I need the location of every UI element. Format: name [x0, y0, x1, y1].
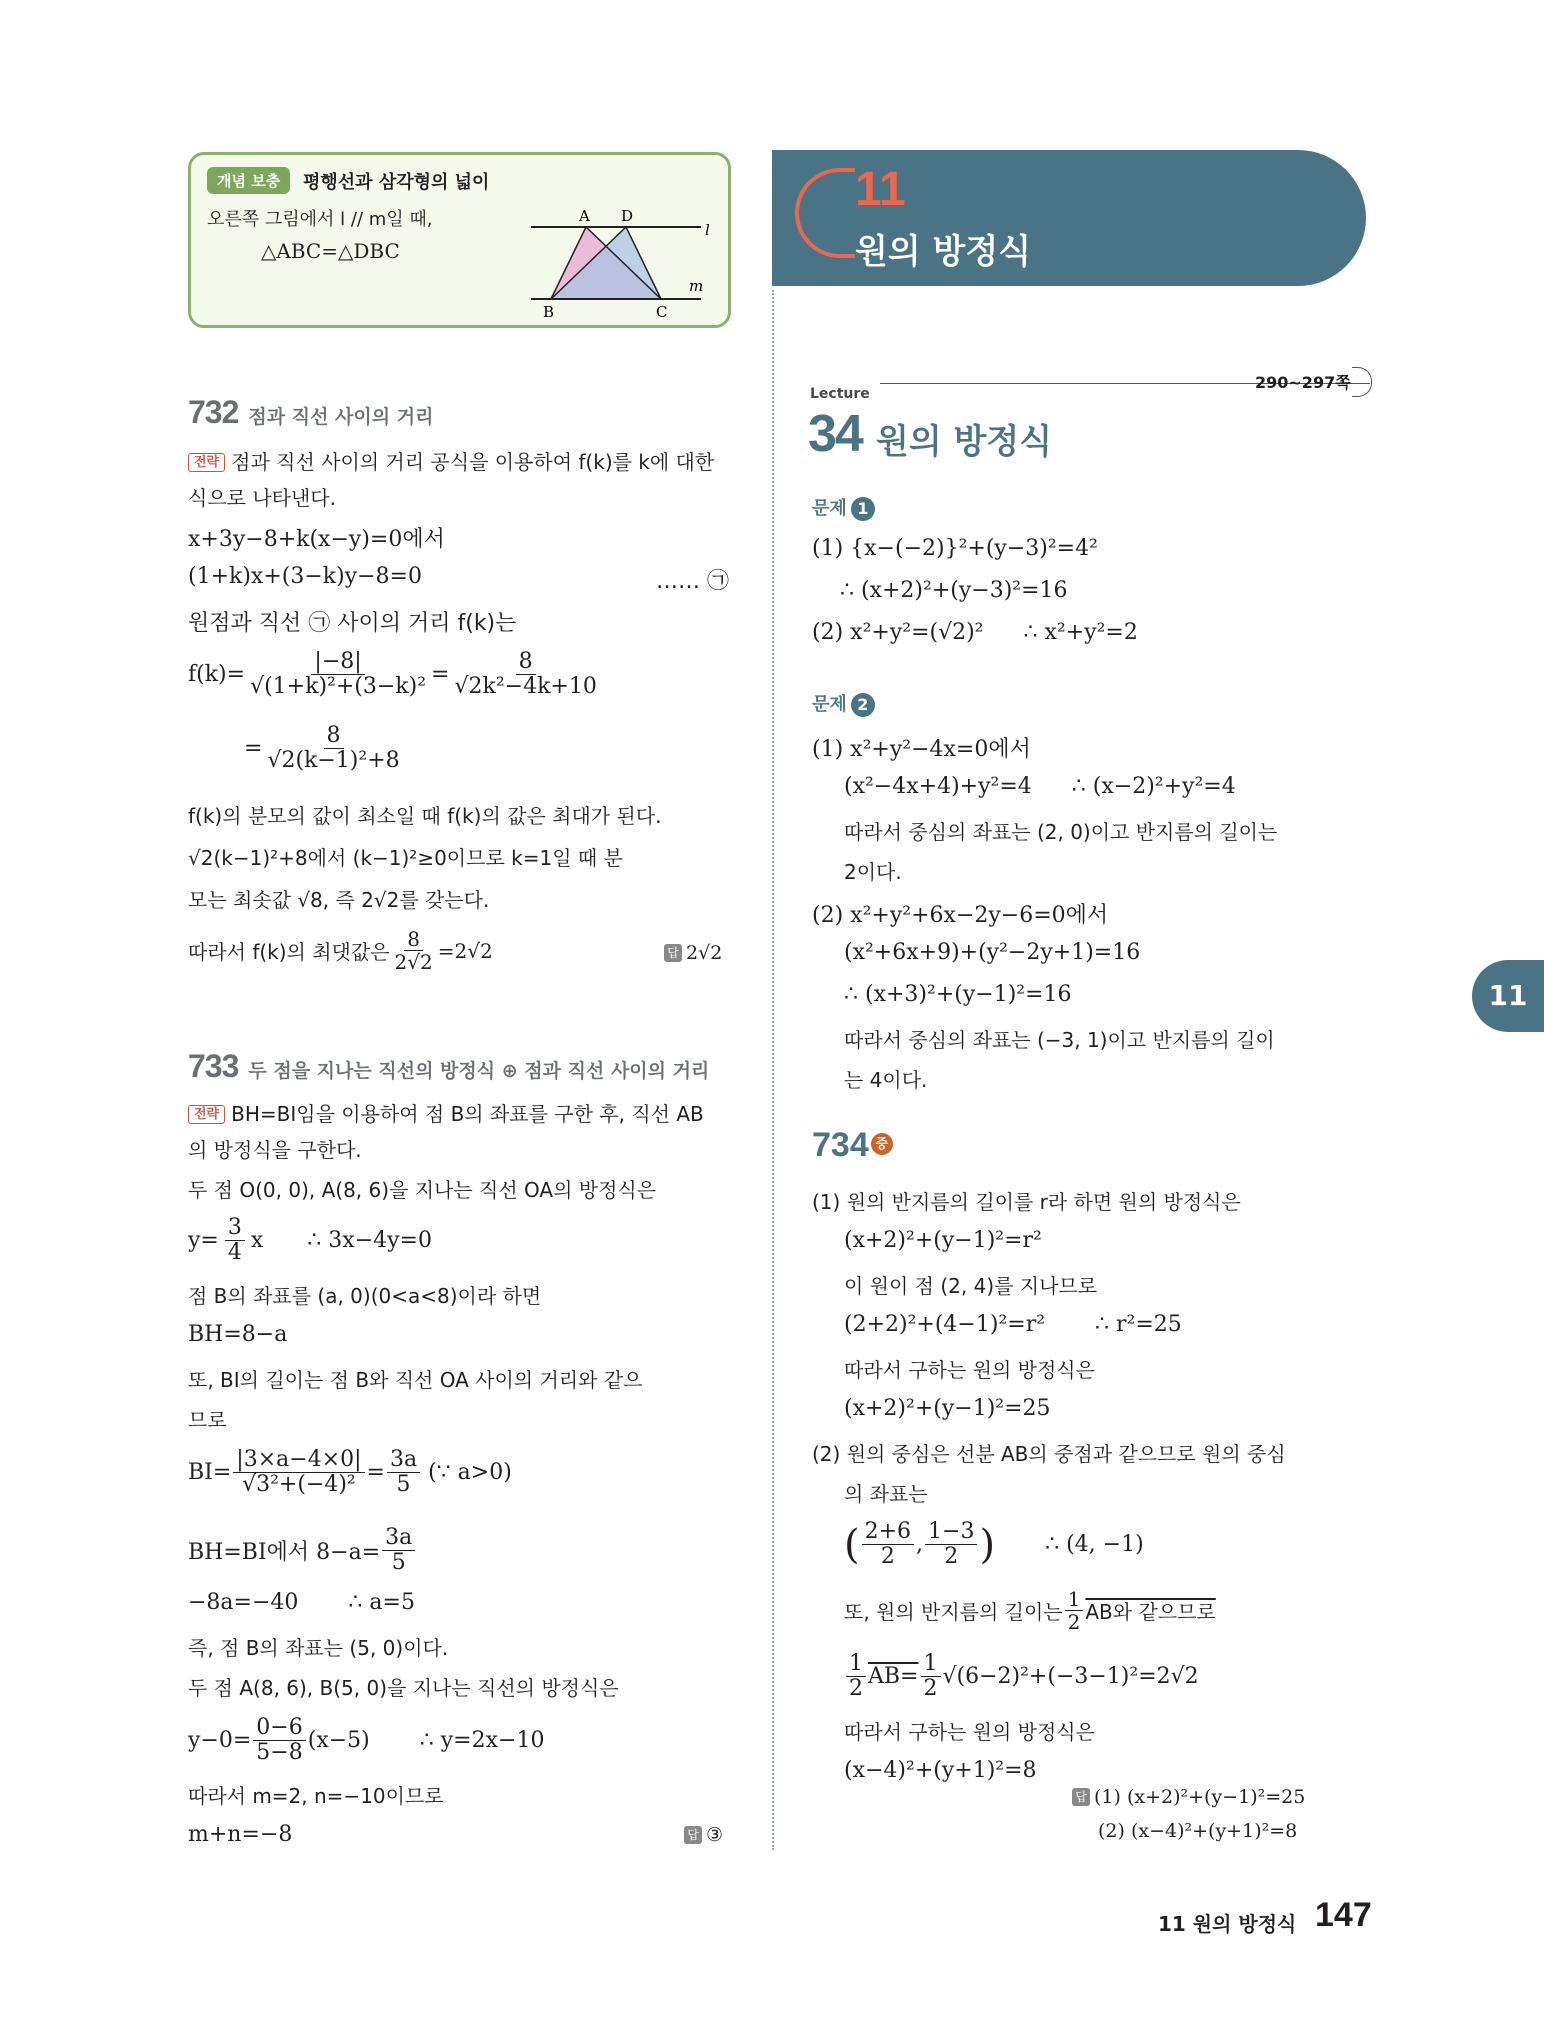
problem-title: 두 점을 지나는 직선의 방정식 ⊕ 점과 직선 사이의 거리: [248, 1060, 710, 1082]
math-line: (2) x²+y²+6x−2y−6=0에서: [812, 903, 1109, 928]
text-line: 의 좌표는: [844, 1482, 928, 1506]
answer: 답 (1) (x+2)²+(y−1)²=25: [1072, 1786, 1305, 1808]
fraction: $\frac{1}{2}$: [921, 1652, 941, 1701]
math-line: (2) x²+y²=(√2)² ∴ x²+y²=2: [812, 620, 1138, 645]
question-number-badge: 2: [851, 693, 875, 717]
answer: (2) (x−4)²+(y+1)²=8: [1098, 1820, 1298, 1842]
math-line: f(k)= $\frac{|-8|}{\text{√(1+k)²+(3−k)²}}$ = $\frac{8}{\text{√2k²−4k+10}}$: [188, 650, 602, 699]
math-line: (x−4)²+(y+1)²=8: [844, 1758, 1037, 1783]
math-line: ∴ (x+2)²+(y−3)²=16: [840, 578, 1068, 603]
triangle-dbc: [551, 227, 661, 299]
fraction: $\frac{0-6}{5-8}$: [253, 1716, 305, 1765]
fraction: $\frac{3a}{5}$: [382, 1526, 415, 1575]
answer-mark: 답: [684, 1826, 702, 1844]
text-line: 또, BI의 길이는 점 B와 직선 OA 사이의 거리와 같으: [188, 1368, 643, 1392]
equation-tag: …… ㉠: [656, 569, 729, 594]
text-line: √2(k−1)²+8에서 (k−1)²≥0이므로 k=1일 때 분: [188, 846, 623, 870]
fraction: $\frac{8}{\text{√2(k−1)²+8}}$: [267, 723, 400, 774]
math-line: BH=BI에서 8−a= $\frac{3a}{5}$: [188, 1526, 417, 1575]
problem-734-header: [812, 1126, 893, 1165]
math-line: ∴ (x+3)²+(y−1)²=16: [844, 982, 1072, 1007]
text-line: 따라서 m=2, n=−10이므로: [188, 1784, 444, 1808]
text-line: 따라서 중심의 좌표는 (−3, 1)이고 반지름의 길이: [844, 1028, 1275, 1052]
fraction: $\frac{1}{2}$: [1065, 1588, 1084, 1633]
problem-732-header: [188, 394, 433, 431]
math-line: −8a=−40 ∴ a=5: [188, 1590, 415, 1615]
chapter-title: 원의 방정식: [855, 232, 1032, 272]
problem-title: 점과 직선 사이의 거리: [248, 406, 434, 428]
math-line: (2+2)²+(4−1)²=r² ∴ r²=25: [844, 1312, 1182, 1337]
question-number-badge: 1: [851, 497, 875, 521]
answer: 답 ③: [684, 1824, 723, 1846]
strategy-line: 전략 점과 직선 사이의 거리 공식을 이용하여 f(k)를 k에 대한: [188, 446, 714, 475]
label-l: l: [705, 221, 710, 239]
math-line: BI= $\frac{|3\times a-4\times 0|}{\text{√3²+(−4)²}}$ = $\frac{3a}{5}$ (∵ a>0): [188, 1447, 512, 1498]
math-line: (1) {x−(−2)}²+(y−3)²=4²: [812, 536, 1098, 561]
label-d: D: [621, 207, 634, 225]
text-line: 따라서 구하는 원의 방정식은: [844, 1358, 1095, 1382]
text-line: 원점과 직선 ㉠ 사이의 거리 f(k)는: [188, 611, 517, 636]
text-line: (2) 원의 중심은 선분 AB의 중점과 같으므로 원의 중심: [812, 1442, 1286, 1466]
text-line: f(k)의 분모의 값이 최소일 때 f(k)의 값은 최대가 된다.: [188, 804, 662, 828]
text-line: 또, 원의 반지름의 길이는 $\frac{1}{2}$ AB와 같으므로: [844, 1587, 1216, 1634]
text-line: 점 B의 좌표를 (a, 0)(0<a<8)이라 하면: [188, 1284, 542, 1308]
math-line: y= $\frac{3}{4}$ x ∴ 3x−4y=0: [188, 1215, 432, 1266]
math-line: y−0= $\frac{0-6}{5-8}$ (x−5) ∴ y=2x−10: [188, 1715, 545, 1766]
text-line: 므로: [188, 1408, 227, 1432]
concept-text: 오른쪽 그림에서 l // m일 때,: [207, 209, 433, 230]
math-line: (1+k)x+(3−k)y−8=0: [188, 564, 422, 589]
fraction: $\frac{1-3}{2}$: [925, 1520, 977, 1569]
text-line: 두 점 A(8, 6), B(5, 0)을 지나는 직선의 방정식은: [188, 1676, 619, 1700]
math-line: m+n=−8: [188, 1822, 293, 1847]
math-line: ( $\frac{2+6}{2}$ , $\frac{1-3}{2}$ ) ∴ (4, −1): [844, 1519, 1144, 1570]
text-line: 두 점 O(0, 0), A(8, 6)을 지나는 직선 OA의 방정식은: [188, 1178, 657, 1202]
text-line: (1) 원의 반지름의 길이를 r라 하면 원의 방정식은: [812, 1190, 1241, 1214]
fraction: $\frac{|3\times a-4\times 0|}{\text{√3²+(−4)²}}$: [233, 1448, 364, 1497]
math-line: (x+2)²+(y−1)²=25: [844, 1396, 1051, 1421]
text-line: 따라서 중심의 좌표는 (2, 0)이고 반지름의 길이는: [844, 820, 1278, 844]
math-line: $\frac{1}{2}$ AB= $\frac{1}{2}$ √(6−2)²+(−3−1)²=2√2: [844, 1652, 1199, 1701]
answer-mark: 답: [1072, 1788, 1090, 1806]
math-line: (1) x²+y²−4x=0에서: [812, 737, 1031, 762]
label-b: B: [543, 303, 555, 321]
strategy-tag: 전략: [188, 1105, 225, 1124]
math-line: (x+2)²+(y−1)²=r²: [844, 1228, 1042, 1253]
fraction: $\frac{|-8|}{\text{√(1+k)²+(3−k)²}}$: [250, 649, 427, 700]
concept-tag: 개념 보충: [207, 167, 290, 194]
difficulty-badge: 중: [871, 1133, 893, 1155]
question-1-header: 문제 1: [812, 494, 875, 521]
page-range: 290~297쪽: [1255, 373, 1351, 392]
fraction: $\frac{2+6}{2}$: [862, 1520, 914, 1569]
chapter-number: 11: [855, 163, 906, 216]
lecture-label: Lecture: [810, 386, 870, 402]
text-line: 모는 최솟값 √8, 즉 2√2를 갖는다.: [188, 888, 490, 912]
math-line: (x²+6x+9)+(y²−2y+1)=16: [844, 940, 1141, 965]
math-line: 따라서 f(k)의 최댓값은 $\frac{8}{2√2}$ =2√2: [188, 927, 493, 974]
problem-733-header: [188, 1048, 709, 1085]
concept-formula: △ABC=△DBC: [261, 239, 400, 263]
fraction: $\frac{1}{2}$: [846, 1652, 866, 1701]
text-line: 2이다.: [844, 860, 902, 884]
parallel-lines-triangle-figure: [531, 203, 721, 321]
label-a: A: [579, 207, 590, 225]
fraction: $\frac{8}{\text{√2k²−4k+10}}$: [454, 649, 597, 700]
problem-number: 733: [188, 1048, 239, 1084]
label-m: m: [689, 277, 704, 295]
text-line: 의 방정식을 구한다.: [188, 1138, 362, 1162]
chapter-side-tab: 11: [1472, 960, 1544, 1032]
page-number: 147: [1315, 1896, 1372, 1934]
concept-title: 평행선과 삼각형의 넓이: [303, 172, 490, 193]
strategy-line: 전략 BH=BI임을 이용하여 점 B의 좌표를 구한 후, 직선 AB: [188, 1098, 704, 1127]
text-line: 이 원이 점 (2, 4)를 지나므로: [844, 1274, 1098, 1298]
label-c: C: [656, 303, 668, 321]
lecture-number: 34: [808, 405, 862, 463]
lecture-title: 원의 방정식: [876, 422, 1053, 462]
text-line: 즉, 점 B의 좌표는 (5, 0)이다.: [188, 1636, 449, 1660]
page-range-bracket: [1352, 367, 1372, 397]
text-line: 는 4이다.: [844, 1068, 928, 1092]
math-line: x+3y−8+k(x−y)=0에서: [188, 527, 445, 552]
question-2-header: 문제 2: [812, 690, 875, 717]
problem-number: 732: [188, 394, 239, 430]
problem-number: 734: [812, 1126, 869, 1164]
fraction: $\frac{3a}{5}$: [387, 1448, 420, 1497]
strategy-tag: 전략: [188, 453, 225, 472]
math-line: = $\frac{8}{\text{√2(k−1)²+8}}$: [244, 724, 405, 773]
math-line: (x²−4x+4)+y²=4 ∴ (x−2)²+y²=4: [844, 774, 1236, 799]
math-line: BH=8−a: [188, 1322, 288, 1347]
column-divider: [772, 290, 774, 1850]
text-line: 따라서 구하는 원의 방정식은: [844, 1720, 1095, 1744]
answer: 답 2√2: [664, 942, 722, 964]
fraction: $\frac{8}{2√2}$: [394, 927, 433, 974]
concept-box: [188, 152, 731, 328]
footer-chapter: 11 원의 방정식: [1158, 1912, 1297, 1936]
text-line: 식으로 나타낸다.: [188, 486, 336, 510]
fraction: $\frac{3}{4}$: [225, 1216, 245, 1265]
answer-mark: 답: [664, 944, 682, 962]
